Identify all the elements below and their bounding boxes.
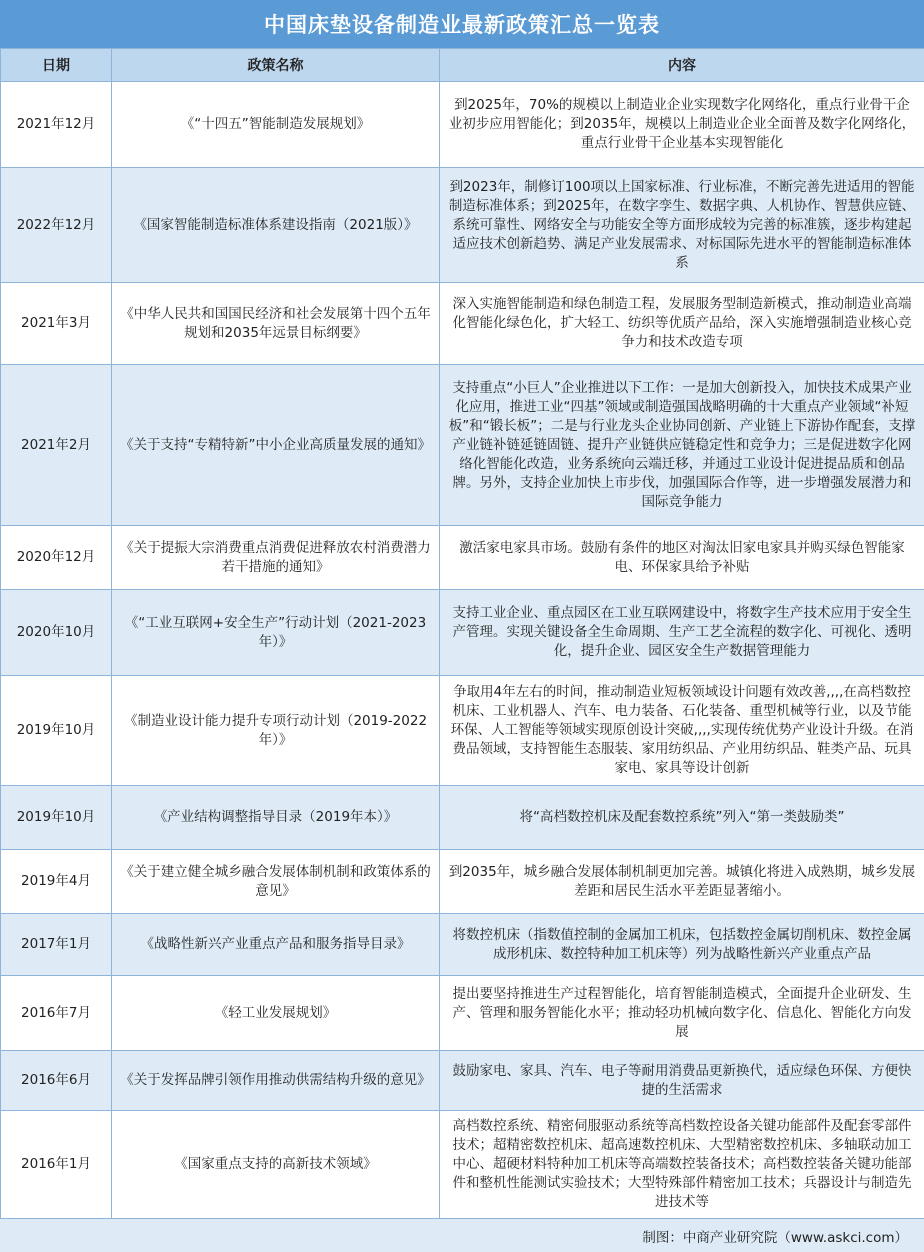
table-row <box>1 786 924 850</box>
row-policy-name: 《战略性新兴产业重点产品和服务指导目录》 <box>112 914 440 976</box>
row-date: 2019年4月 <box>1 850 112 914</box>
row-content: 鼓励家电、家具、汽车、电子等耐用消费品更新换代，适应绿色环保、方便快捷的生活需求 <box>440 1051 924 1111</box>
row-content: 到2035年，城乡融合发展体制机制更加完善。城镇化将进入成熟期，城乡发展差距和居民生活水平差距显著缩小。 <box>440 850 924 914</box>
source-credit: 制图：中商产业研究院（www.askci.com） <box>0 1218 924 1252</box>
policy-table <box>0 48 924 1219</box>
row-content: 激活家电家具市场。鼓励有条件的地区对淘汰旧家电家具并购买绿色智能家电、环保家具给予补贴 <box>440 526 924 590</box>
row-policy-name: 《中华人民共和国国民经济和社会发展第十四个五年规划和2035年远景目标纲要》 <box>112 283 440 365</box>
table-row <box>1 82 924 168</box>
row-policy-name: 《“十四五”智能制造发展规划》 <box>112 82 440 168</box>
row-policy-name: 《国家重点支持的高新技术领域》 <box>112 1111 440 1219</box>
row-date: 2021年3月 <box>1 283 112 365</box>
row-date: 2017年1月 <box>1 914 112 976</box>
row-content: 提出要坚持推进生产过程智能化，培育智能制造模式，全面提升企业研发、生产、管理和服务智能化水平；推动轻功机械向数字化、信息化、智能化方向发展 <box>440 976 924 1051</box>
row-date: 2020年10月 <box>1 590 112 676</box>
row-policy-name: 《关于建立健全城乡融合发展体制机制和政策体系的意见》 <box>112 850 440 914</box>
row-date: 2016年1月 <box>1 1111 112 1219</box>
table-row <box>1 914 924 976</box>
row-date: 2019年10月 <box>1 786 112 850</box>
row-policy-name: 《制造业设计能力提升专项行动计划（2019-2022年）》 <box>112 676 440 786</box>
row-content: 争取用4年左右的时间，推动制造业短板领域设计问题有效改善,,,,在高档数控机床、工业机器人、汽车、电力装备、石化装备、重型机械等行业，以及节能环保、人工智能等领域实现原创设计突破,,,,实现传统优势产业设计升级。在消费品领域，支持智能生态服装、家用纺织品、产业用纺织品、鞋类产品、玩具家电、家具等设计创新 <box>440 676 924 786</box>
row-content: 支持重点“小巨人”企业推进以下工作：一是加大创新投入，加快技术成果产业化应用，推进工业“四基”领域或制造强国战略明确的十大重点产业领域“补短板”和“锻长板”；二是与行业龙头企业协同创新、产业链上下游协作配套，支撑产业链补链延链固链、提升产业链供应链稳定性和竞争力；三是促进数字化网络化智能化改造，业务系统向云端迁移，并通过工业设计促进提品质和创品牌。另外，支持企业加快上市步伐，加强国际合作等，进一步增强发展潜力和国际竞争能力 <box>440 365 924 526</box>
row-date: 2021年12月 <box>1 82 112 168</box>
row-content: 高档数控系统、精密伺服驱动系统等高档数控设备关键功能部件及配套零部件技术；超精密数控机床、超高速数控机床、大型精密数控机床、多轴联动加工中心、超硬材料特种加工机床等高端数控装备技术；高档数控装备关键功能部件和整机性能测试实验技术；大型特殊部件精密加工技术；兵器设计与制造先进技术等 <box>440 1111 924 1219</box>
row-policy-name: 《轻工业发展规划》 <box>112 976 440 1051</box>
table-row <box>1 168 924 283</box>
row-date: 2020年12月 <box>1 526 112 590</box>
table-title: 中国床垫设备制造业最新政策汇总一览表 <box>0 0 924 48</box>
row-policy-name: 《关于支持“专精特新”中小企业高质量发展的通知》 <box>112 365 440 526</box>
row-content: 到2025年，70%的规模以上制造业企业实现数字化网络化，重点行业骨干企业初步应用智能化；到2035年，规模以上制造业企业全面普及数字化网络化，重点行业骨干企业基本实现智能化 <box>440 82 924 168</box>
row-date: 2016年7月 <box>1 976 112 1051</box>
row-content: 将“高档数控机床及配套数控系统”列入“第一类鼓励类” <box>440 786 924 850</box>
row-content: 支持工业企业、重点园区在工业互联网建设中，将数字生产技术应用于安全生产管理。实现关键设备全生命周期、生产工艺全流程的数字化、可视化、透明化，提升企业、园区安全生产数据管理能力 <box>440 590 924 676</box>
row-policy-name: 《关于发挥品牌引领作用推动供需结构升级的意见》 <box>112 1051 440 1111</box>
row-content: 深入实施智能制造和绿色制造工程，发展服务型制造新模式，推动制造业高端化智能化绿色化，扩大轻工、纺织等优质产品给，深入实施增强制造业核心竞争力和技术改造专项 <box>440 283 924 365</box>
table-row <box>1 526 924 590</box>
row-policy-name: 《国家智能制造标准体系建设指南（2021版）》 <box>112 168 440 283</box>
row-date: 2016年6月 <box>1 1051 112 1111</box>
header-content: 内容 <box>440 49 924 82</box>
table-row <box>1 365 924 526</box>
header-date: 日期 <box>1 49 112 82</box>
header-name: 政策名称 <box>112 49 440 82</box>
row-date: 2021年2月 <box>1 365 112 526</box>
row-content: 到2023年，制修订100项以上国家标准、行业标准，不断完善先进适用的智能制造标准体系；到2025年，在数字孪生、数据字典、人机协作、智慧供应链、系统可靠性、网络安全与功能安全等方面形成较为完善的标准簇，逐步构建起适应技术创新趋势、满足产业发展需求、对标国际先进水平的智能制造标准体系 <box>440 168 924 283</box>
table-row <box>1 676 924 786</box>
row-content: 将数控机床（指数值控制的金属加工机床，包括数控金属切削机床、数控金属成形机床、数控特种加工机床等）列为战略性新兴产业重点产品 <box>440 914 924 976</box>
table-row <box>1 1111 924 1219</box>
row-date: 2022年12月 <box>1 168 112 283</box>
row-policy-name: 《“工业互联网+安全生产”行动计划（2021-2023年）》 <box>112 590 440 676</box>
table-row <box>1 976 924 1051</box>
header-row <box>1 49 924 82</box>
table-row <box>1 590 924 676</box>
row-policy-name: 《产业结构调整指导目录（2019年本）》 <box>112 786 440 850</box>
row-policy-name: 《关于提振大宗消费重点消费促进释放农村消费潜力若干措施的通知》 <box>112 526 440 590</box>
table-row <box>1 850 924 914</box>
row-date: 2019年10月 <box>1 676 112 786</box>
table-row <box>1 283 924 365</box>
table-row <box>1 1051 924 1111</box>
